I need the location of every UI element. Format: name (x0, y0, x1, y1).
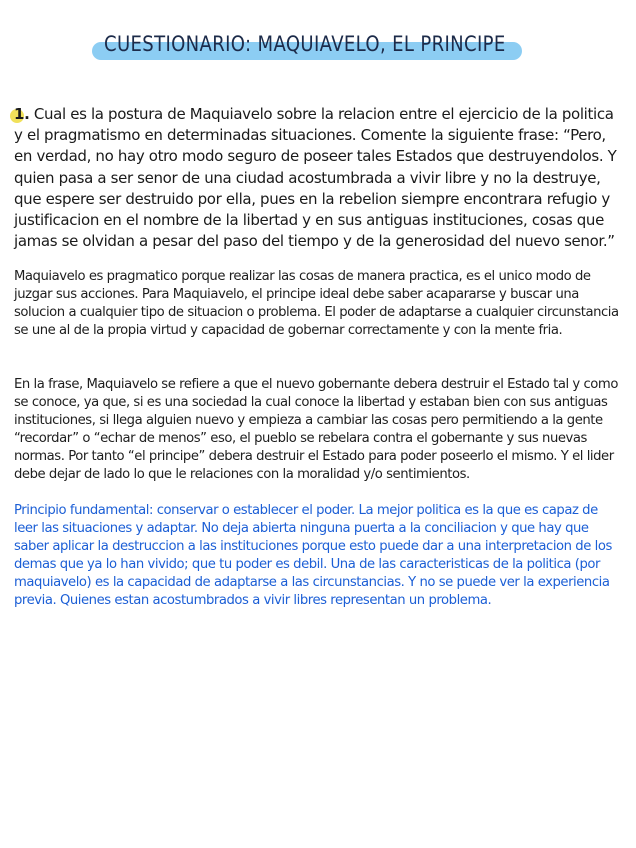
answer-paragraph-1: Maquiavelo es pragmatico porque realizar las cosas de manera practica, es el unico modo de juzgar sus acciones. Para Maquiavelo, el principe ideal debe saber acapararse y buscar una solucion a cualquier tipo de situacion o problema. El poder de adaptarse a cualquier circunstancia se une al de la propia virtud y capacidad de gobernar correctamente y con la mente fria. (14, 269, 619, 338)
question-block (14, 104, 620, 252)
question-text (14, 104, 620, 252)
question-number: 1. (14, 105, 30, 123)
answer-paragraph-2: En la frase, Maquiavelo se refiere a que el nuevo gobernante debera destruir el Estado tal y como se conoce, ya que, si es una sociedad la cual conoce la libertad y estaban bien con sus antiguas instituciones, si llega alguien nuevo y empieza a cambiar las cosas pero permitiendo a la gente “recordar” o “echar de menos” eso, el pueblo se rebelara contra el gobernante y sus nuevas normas. Por tanto “el principe” debera destruir el Estado para poder poseerlo el mismo. Y el lider debe dejar de lado lo que le relaciones con la moralidad y/o sentimientos. (14, 377, 618, 482)
answer-notes-blue: Principio fundamental: conservar o establecer el poder. La mejor politica es la que es capaz de leer las situaciones y adaptar. No deja abierta ninguna puerta a la conciliacion y que hay que saber aplicar la destruccion a las instituciones porque esto puede dar a una interpretacion de los demas que ya lo han vivido; que tu poder es debil. Una de las caracteristicas de la politica (por maquiavelo) es la capacidad de adaptarse a las circunstancias. Y no se puede ver la experiencia previa. Quienes estan acostumbrados a vivir libres representan un problema. (14, 503, 612, 608)
question-body: Cual es la postura de Maquiavelo sobre la relacion entre el ejercicio de la politica y el pragmatismo en determinadas situaciones. Comente la siguiente frase: “Pero, en verdad, no hay otro modo seguro de poseer tales Estados que destruyendolos. Y quien pasa a ser senor de una ciudad acostumbrada a vivir libre y no la destruye, que espere ser destruido por ella, pues en la rebelion siempre encontrara refugio y justificacion en el nombre de la libertad y en sus antiguas instituciones, cosas que jamas se olvidan a pesar del paso del tiempo y de la generosidad del nuevo senor.” (14, 105, 617, 251)
title-banner (92, 30, 524, 64)
page-title: CUESTIONARIO: MAQUIAVELO, EL PRINCIPE (104, 32, 506, 56)
